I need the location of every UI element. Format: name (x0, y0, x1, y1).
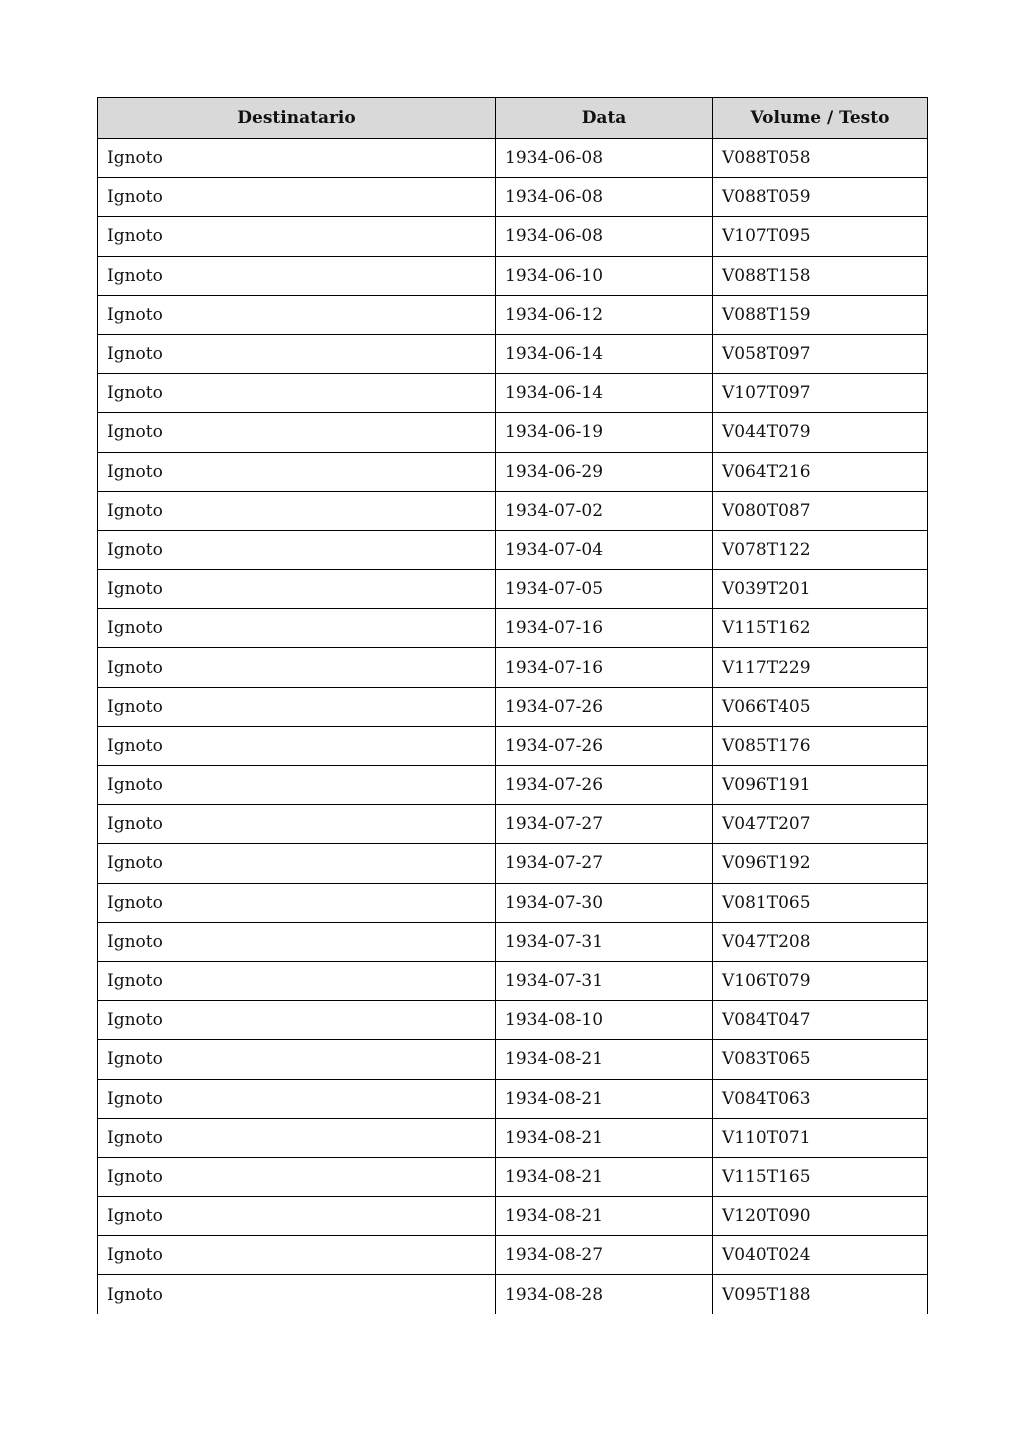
cell-data: 1934-06-19 (496, 413, 713, 452)
table-row (98, 961, 928, 1000)
cell-data: 1934-08-21 (496, 1040, 713, 1079)
table-row (98, 805, 928, 844)
table-row (98, 648, 928, 687)
cell-data: 1934-07-26 (496, 766, 713, 805)
cell-data: 1934-08-28 (496, 1275, 713, 1314)
cell-destinatario: Ignoto (98, 648, 496, 687)
table-row (98, 922, 928, 961)
table-row (98, 766, 928, 805)
cell-destinatario: Ignoto (98, 295, 496, 334)
cell-volume-testo: V083T065 (713, 1040, 928, 1079)
cell-destinatario: Ignoto (98, 844, 496, 883)
cell-destinatario: Ignoto (98, 256, 496, 295)
table-row (98, 1236, 928, 1275)
table-row (98, 1079, 928, 1118)
cell-destinatario: Ignoto (98, 883, 496, 922)
cell-volume-testo: V096T192 (713, 844, 928, 883)
cell-data: 1934-07-26 (496, 687, 713, 726)
cell-volume-testo: V115T165 (713, 1157, 928, 1196)
cell-volume-testo: V107T097 (713, 374, 928, 413)
cell-data: 1934-06-08 (496, 139, 713, 178)
table-row (98, 413, 928, 452)
cell-data: 1934-06-29 (496, 452, 713, 491)
cell-data: 1934-07-16 (496, 609, 713, 648)
table-row (98, 883, 928, 922)
cell-data: 1934-08-21 (496, 1079, 713, 1118)
table-row (98, 726, 928, 765)
cell-destinatario: Ignoto (98, 805, 496, 844)
table-row (98, 1197, 928, 1236)
table-row (98, 1040, 928, 1079)
cell-destinatario: Ignoto (98, 217, 496, 256)
cell-destinatario: Ignoto (98, 1157, 496, 1196)
cell-volume-testo: V088T159 (713, 295, 928, 334)
cell-data: 1934-08-21 (496, 1118, 713, 1157)
cell-data: 1934-07-30 (496, 883, 713, 922)
cell-volume-testo: V058T097 (713, 334, 928, 373)
cell-volume-testo: V117T229 (713, 648, 928, 687)
table-row (98, 570, 928, 609)
table-row (98, 609, 928, 648)
cell-volume-testo: V088T059 (713, 178, 928, 217)
cell-data: 1934-07-27 (496, 805, 713, 844)
cell-destinatario: Ignoto (98, 413, 496, 452)
header-data: Data (496, 98, 713, 139)
table-body (98, 139, 928, 1314)
cell-data: 1934-06-08 (496, 178, 713, 217)
table-row (98, 1275, 928, 1314)
table-row (98, 334, 928, 373)
letters-table (97, 97, 928, 1314)
cell-destinatario: Ignoto (98, 961, 496, 1000)
header-row (98, 98, 928, 139)
cell-data: 1934-06-10 (496, 256, 713, 295)
cell-data: 1934-08-21 (496, 1197, 713, 1236)
cell-volume-testo: V064T216 (713, 452, 928, 491)
header-destinatario: Destinatario (98, 98, 496, 139)
cell-destinatario: Ignoto (98, 1197, 496, 1236)
table-row (98, 217, 928, 256)
cell-volume-testo: V095T188 (713, 1275, 928, 1314)
cell-data: 1934-07-31 (496, 961, 713, 1000)
cell-volume-testo: V085T176 (713, 726, 928, 765)
cell-destinatario: Ignoto (98, 530, 496, 569)
table-row (98, 687, 928, 726)
cell-volume-testo: V084T063 (713, 1079, 928, 1118)
cell-destinatario: Ignoto (98, 334, 496, 373)
cell-data: 1934-07-27 (496, 844, 713, 883)
cell-data: 1934-08-21 (496, 1157, 713, 1196)
cell-data: 1934-07-26 (496, 726, 713, 765)
cell-volume-testo: V047T208 (713, 922, 928, 961)
cell-data: 1934-07-05 (496, 570, 713, 609)
cell-volume-testo: V081T065 (713, 883, 928, 922)
cell-volume-testo: V106T079 (713, 961, 928, 1000)
cell-destinatario: Ignoto (98, 766, 496, 805)
table-row (98, 452, 928, 491)
table-header (98, 98, 928, 139)
cell-destinatario: Ignoto (98, 1275, 496, 1314)
cell-destinatario: Ignoto (98, 374, 496, 413)
cell-destinatario: Ignoto (98, 726, 496, 765)
cell-data: 1934-06-14 (496, 374, 713, 413)
table-row (98, 374, 928, 413)
cell-volume-testo: V039T201 (713, 570, 928, 609)
table-row (98, 1001, 928, 1040)
table-row (98, 491, 928, 530)
cell-destinatario: Ignoto (98, 609, 496, 648)
cell-volume-testo: V080T087 (713, 491, 928, 530)
cell-data: 1934-07-02 (496, 491, 713, 530)
cell-destinatario: Ignoto (98, 178, 496, 217)
cell-data: 1934-08-27 (496, 1236, 713, 1275)
cell-destinatario: Ignoto (98, 1236, 496, 1275)
cell-volume-testo: V096T191 (713, 766, 928, 805)
cell-destinatario: Ignoto (98, 452, 496, 491)
cell-destinatario: Ignoto (98, 1040, 496, 1079)
cell-destinatario: Ignoto (98, 922, 496, 961)
cell-destinatario: Ignoto (98, 1001, 496, 1040)
table-row (98, 1157, 928, 1196)
cell-destinatario: Ignoto (98, 570, 496, 609)
cell-data: 1934-06-14 (496, 334, 713, 373)
cell-destinatario: Ignoto (98, 1118, 496, 1157)
cell-destinatario: Ignoto (98, 687, 496, 726)
cell-data: 1934-07-16 (496, 648, 713, 687)
cell-destinatario: Ignoto (98, 491, 496, 530)
cell-volume-testo: V040T024 (713, 1236, 928, 1275)
header-volume-testo: Volume / Testo (713, 98, 928, 139)
cell-data: 1934-07-31 (496, 922, 713, 961)
cell-data: 1934-06-08 (496, 217, 713, 256)
table-row (98, 256, 928, 295)
cell-data: 1934-06-12 (496, 295, 713, 334)
table-row (98, 530, 928, 569)
cell-volume-testo: V044T079 (713, 413, 928, 452)
cell-destinatario: Ignoto (98, 139, 496, 178)
table-row (98, 844, 928, 883)
table-row (98, 139, 928, 178)
cell-volume-testo: V107T095 (713, 217, 928, 256)
cell-volume-testo: V088T058 (713, 139, 928, 178)
cell-volume-testo: V084T047 (713, 1001, 928, 1040)
table-row (98, 178, 928, 217)
cell-destinatario: Ignoto (98, 1079, 496, 1118)
cell-data: 1934-08-10 (496, 1001, 713, 1040)
cell-volume-testo: V115T162 (713, 609, 928, 648)
cell-volume-testo: V120T090 (713, 1197, 928, 1236)
table-row (98, 295, 928, 334)
cell-volume-testo: V078T122 (713, 530, 928, 569)
cell-volume-testo: V066T405 (713, 687, 928, 726)
table-row (98, 1118, 928, 1157)
cell-volume-testo: V110T071 (713, 1118, 928, 1157)
cell-volume-testo: V088T158 (713, 256, 928, 295)
cell-volume-testo: V047T207 (713, 805, 928, 844)
cell-data: 1934-07-04 (496, 530, 713, 569)
